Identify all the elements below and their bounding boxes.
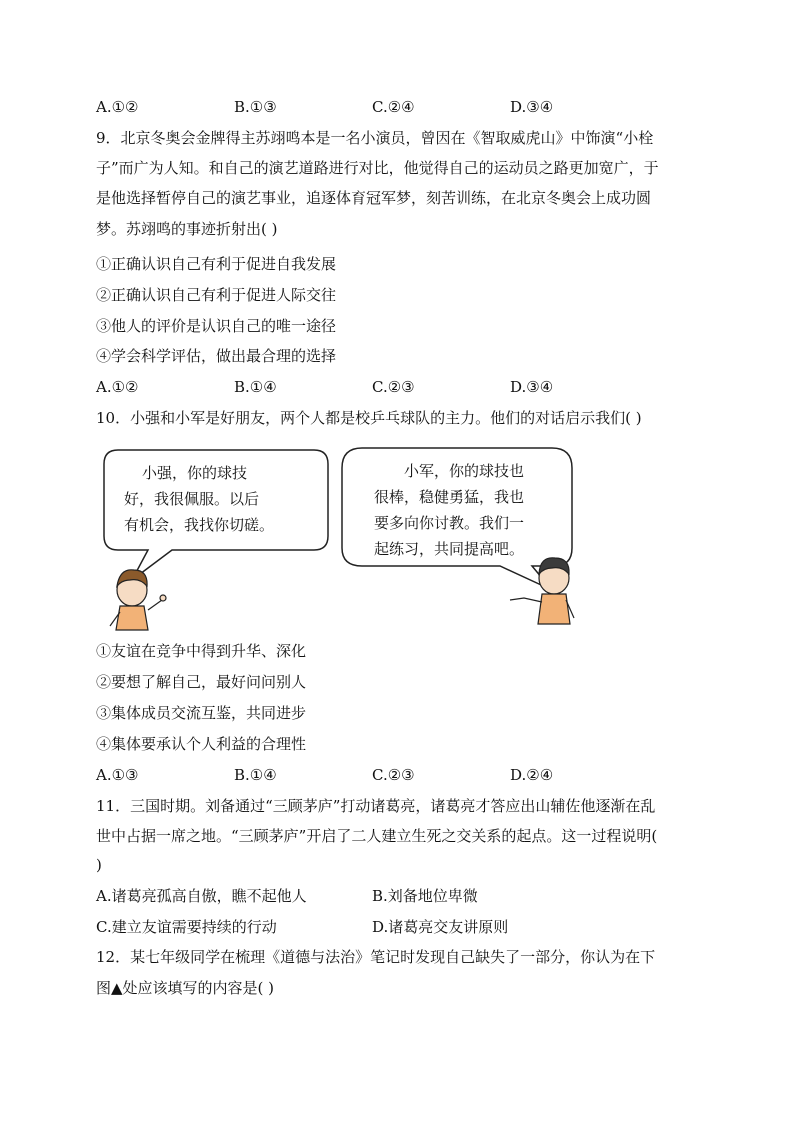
q10-statement: ④集体要承认个人利益的合理性 xyxy=(96,735,307,753)
option-b[interactable]: B.①④ xyxy=(234,378,277,396)
option-d[interactable]: D.诸葛亮交友讲原则 xyxy=(372,918,509,936)
bubble-right-line: 小军，你的球技也 xyxy=(404,462,525,480)
q9-stem-line: 是他选择暂停自己的演艺事业，追逐体育冠军梦，刻苦训练，在北京冬奥会上成功圆 xyxy=(96,189,652,207)
option-d[interactable]: D.②④ xyxy=(510,766,554,784)
option-a[interactable]: A.①③ xyxy=(96,766,139,784)
option-b[interactable]: B.①④ xyxy=(234,766,277,784)
bubble-right-line: 要多向你讨教。我们一 xyxy=(374,514,525,532)
option-b[interactable]: B.①③ xyxy=(234,98,277,116)
option-c[interactable]: C.②③ xyxy=(372,766,415,784)
option-a[interactable]: A.诸葛亮孤高自傲，瞧不起他人 xyxy=(96,887,307,905)
option-c[interactable]: C.建立友谊需要持续的行动 xyxy=(96,918,277,936)
q9-stem-line: 9．北京冬奥会金牌得主苏翊鸣本是一名小演员，曾因在《智取威虎山》中饰演“小栓 xyxy=(96,129,654,147)
q12-stem-line: 12．某七年级同学在梳理《道德与法治》笔记时发现自己缺失了一部分，你认为在下 xyxy=(96,948,656,966)
q10-statement: ③集体成员交流互鉴，共同进步 xyxy=(96,704,307,722)
q9-options xyxy=(96,377,656,397)
option-a[interactable]: A.①② xyxy=(96,378,139,396)
q11-stem-line: 11．三国时期。刘备通过“三顾茅庐”打动诸葛亮，诸葛亮才答应出山辅佐他逐渐在乱 xyxy=(96,797,656,815)
option-c[interactable]: C.②③ xyxy=(372,378,415,396)
q9-statement: ③他人的评价是认识自己的唯一途径 xyxy=(96,317,337,335)
bubble-right-line: 很棒，稳健勇猛，我也 xyxy=(374,488,525,506)
q9-stem-line: 梦。苏翊鸣的事迹折射出( ) xyxy=(96,220,278,238)
q10-statement: ②要想了解自己，最好问问别人 xyxy=(96,673,307,691)
option-d[interactable]: D.③④ xyxy=(510,378,554,396)
q9-statement: ②正确认识自己有利于促进人际交往 xyxy=(96,286,337,304)
q11-stem-line: 世中占据一席之地。“三顾茅庐”开启了二人建立生死之交关系的起点。这一过程说明( xyxy=(96,827,658,845)
q11-stem-line: ) xyxy=(96,856,102,874)
q10-stem: 10．小强和小军是好朋友，两个人都是校乒乓球队的主力。他们的对话启示我们( ) xyxy=(96,409,642,427)
q9-statement: ①正确认识自己有利于促进自我发展 xyxy=(96,255,337,273)
dialogue-illustration xyxy=(92,440,592,635)
boy-left-figure xyxy=(110,570,166,630)
q11-options-row2 xyxy=(96,917,656,937)
bubble-right-line: 起练习，共同提高吧。 xyxy=(374,540,525,558)
option-a[interactable]: A.①② xyxy=(96,98,139,116)
bubble-left-line: 小强，你的球技 xyxy=(142,464,248,482)
q12-stem-line: 图▲处应该填写的内容是( ) xyxy=(96,979,275,997)
boy-right-figure xyxy=(510,558,574,624)
option-b[interactable]: B.刘备地位卑微 xyxy=(372,887,478,905)
bubble-left-line: 有机会，我找你切磋。 xyxy=(124,516,275,534)
option-c[interactable]: C.②④ xyxy=(372,98,415,116)
q9-statement: ④学会科学评估，做出最合理的选择 xyxy=(96,347,337,365)
bubble-left-line: 好，我很佩服。以后 xyxy=(124,490,260,508)
q9-stem-line: 子”而广为人知。和自己的演艺道路进行对比，他觉得自己的运动员之路更加宽广，于 xyxy=(96,159,659,177)
q11-options-row1 xyxy=(96,886,656,906)
q10-statement: ①友谊在竞争中得到升华、深化 xyxy=(96,642,307,660)
option-d[interactable]: D.③④ xyxy=(510,98,554,116)
prev-options xyxy=(96,97,656,117)
q10-options xyxy=(96,765,656,785)
